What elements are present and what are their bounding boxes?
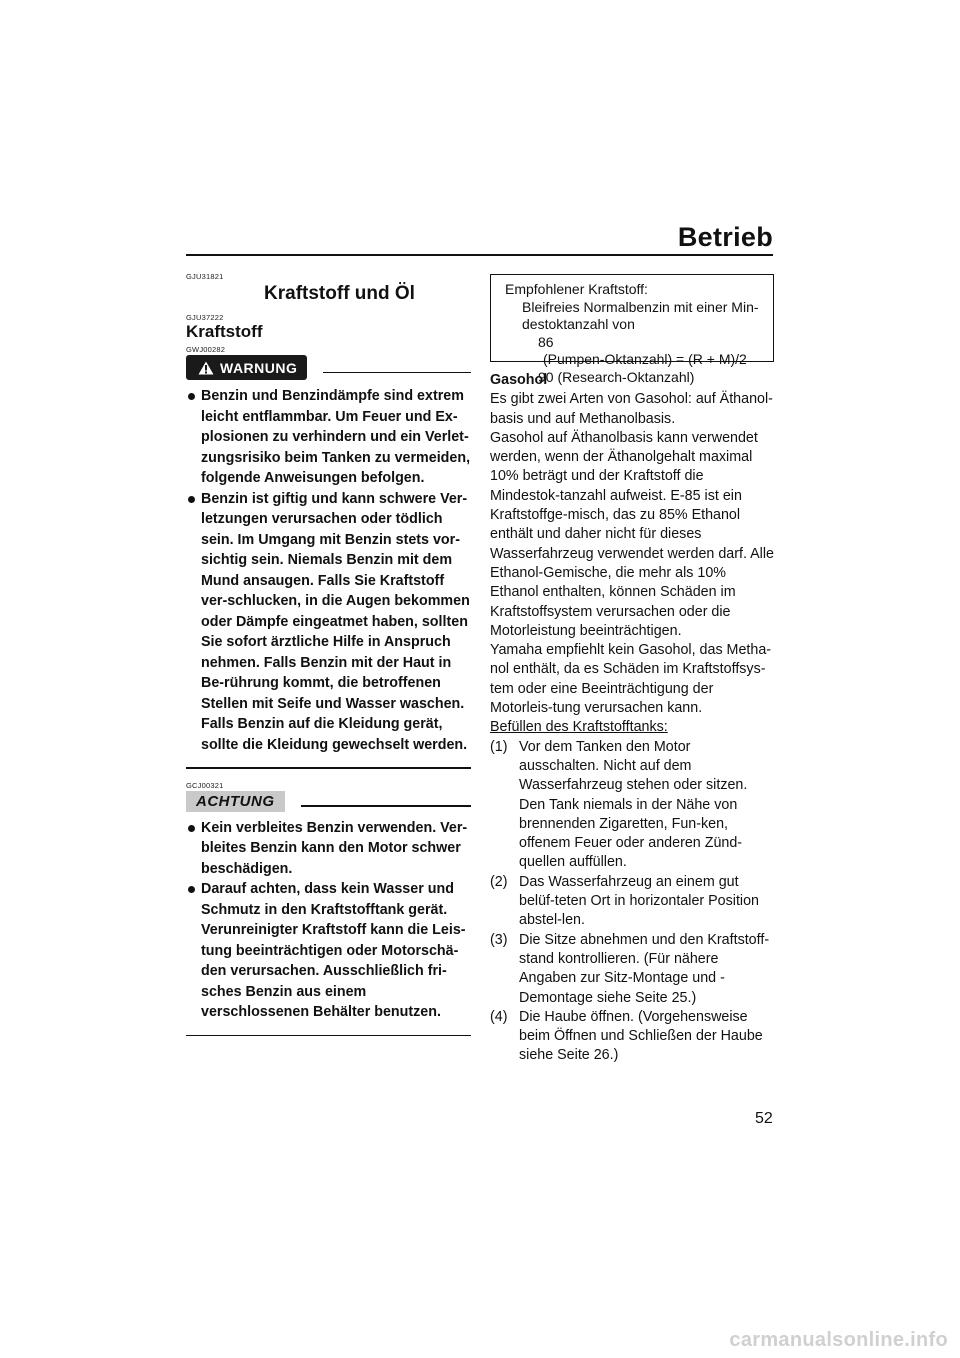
warning-header-rule — [323, 372, 471, 374]
warning-list — [186, 386, 471, 755]
step-number: (4) — [490, 1008, 508, 1025]
refuel-step — [490, 931, 774, 1008]
refuel-heading: Befüllen des Kraftstofftanks: — [490, 719, 668, 736]
step-text: Die Haube öffnen. (Vorgehensweise beim Öffnen und Schließen der Haube siehe Seite 26.) — [519, 1008, 763, 1064]
caution-header-rule — [301, 805, 472, 807]
refuel-step — [490, 1008, 774, 1066]
step-number: (2) — [490, 873, 508, 890]
step-number: (1) — [490, 738, 508, 755]
subsection-code: GJU37222 — [186, 313, 224, 322]
caution-bullet: Kein verbleites Benzin verwenden. Ver-bleites Benzin kann den Motor schwer beschädigen. — [186, 818, 471, 880]
warning-triangle-icon — [198, 361, 214, 375]
gasohol-paragraph: Yamaha empfiehlt kein Gasohol, das Metha-nol enthält, da es Schäden im Kraftstoffsys-tem oder eine Beeinträchtigung der Motorleis-tung verursachen kann. — [490, 642, 772, 717]
step-text: Das Wasserfahrzeug an einem gut belüf-teten Ort in horizontaler Position abstel-len. — [519, 873, 759, 929]
fuel-box-line: Bleifreies Normalbenzin mit einer Min- — [522, 298, 759, 315]
gasohol-heading: Gasohol — [490, 372, 548, 388]
fuel-box-line: 90 (Research-Oktanzahl) — [538, 368, 695, 385]
section-heading: Kraftstoff und Öl — [264, 283, 415, 304]
refuel-steps — [490, 738, 774, 1066]
caution-code: GCJ00321 — [186, 780, 224, 790]
page-number: 52 — [755, 1110, 773, 1127]
subsection-heading: Kraftstoff — [186, 322, 263, 341]
fuel-box-line: 86 — [538, 333, 554, 350]
caution-badge: ACHTUNG — [186, 791, 285, 812]
caution-list — [186, 818, 471, 1023]
warning-code: GWJ00282 — [186, 345, 226, 354]
warning-end-rule — [186, 767, 471, 769]
gasohol-section — [490, 368, 774, 738]
caution-end-rule — [186, 1035, 471, 1037]
fuel-box-line: destoktanzahl von — [522, 316, 635, 332]
warning-label: WARNUNG — [220, 359, 298, 376]
title-rule — [186, 254, 773, 256]
warning-bullet: Benzin ist giftig und kann schwere Ver-letzungen verursachen oder tödlich sein. Im Umgang mit Benzin stets vor-sichtig sein. Niemals Benzin mit dem Mund ansaugen. Falls Sie Kraftstoff ver-schlucken, in die Augen bekommen oder Dämpfe eingeatmet haben, sollten Sie sofort ärztliche Hilfe in Anspruch nehmen. Falls Benzin mit der Haut in Be-rührung kommt, die betroffenen Stellen mit Seife und Wasser waschen. Falls Benzin auf die Kleidung gerät, sollte die Kleidung gewechselt werden. — [186, 489, 471, 756]
watermark: carmanualsonline.info — [729, 1329, 948, 1351]
gasohol-paragraph: Gasohol auf Äthanolbasis kann verwendet werden, wenn der Äthanolgehalt maximal 10% beträgt und der Kraftstoff die Mindestok-tanzahl aufweist. E-85 ist ein Kraftstoffge-misch, das zu 85% Ethanol enthält und daher nicht für dieses Wasserfahrzeug verwendet werden darf. Alle Ethanol-Gemische, die mehr als 10% Ethanol enthalten, können Schäden im Kraftstoffsystem verursachen oder die Motorleistung beeinträchtigen. — [490, 429, 774, 639]
warning-header — [186, 355, 471, 380]
step-text: Die Sitze abnehmen und den Kraftstoff-stand kontrollieren. (Für nähere Angaben zur Sitz-Montage und -Demontage siehe Seite 25.) — [519, 931, 770, 1006]
fuel-box-line: (Pumpen-Oktanzahl) = (R + M)/2 — [543, 351, 747, 367]
fuel-box-line: Empfohlener Kraftstoff: — [505, 281, 648, 297]
section-code: GJU31821 — [186, 272, 224, 281]
gasohol-paragraph: Es gibt zwei Arten von Gasohol: auf Äthanol-basis und auf Methanolbasis. — [490, 391, 773, 427]
refuel-step — [490, 738, 774, 873]
caution-header — [186, 791, 471, 812]
page-title: Betrieb — [677, 222, 773, 252]
step-number: (3) — [490, 931, 508, 948]
warning-badge — [186, 355, 307, 380]
left-column — [186, 272, 471, 1036]
caution-bullet: Darauf achten, dass kein Wasser und Schmutz in den Kraftstofftank gerät. Verunreinigter Kraftstoff kann die Leis-tung beeinträchtigen oder Motorschä-den verursachen. Ausschließlich fri-sches Benzin aus einem verschlossenen Behälter benutzen. — [186, 879, 471, 1023]
warning-bullet: Benzin und Benzindämpfe sind extrem leicht entflammbar. Um Feuer und Ex-plosionen zu verhindern und ein Verlet-zungsrisiko beim Tanken zu vermeiden, folgende Anweisungen befolgen. — [186, 386, 471, 489]
step-text: Vor dem Tanken den Motor ausschalten. Nicht auf dem Wasserfahrzeug stehen oder sitzen. Den Tank niemals in der Nähe von brennenden Zigaretten, Fun-ken, offenem Feuer oder anderen Zünd-quellen auffüllen. — [519, 738, 748, 871]
refuel-step — [490, 873, 774, 931]
right-column — [490, 274, 774, 1066]
